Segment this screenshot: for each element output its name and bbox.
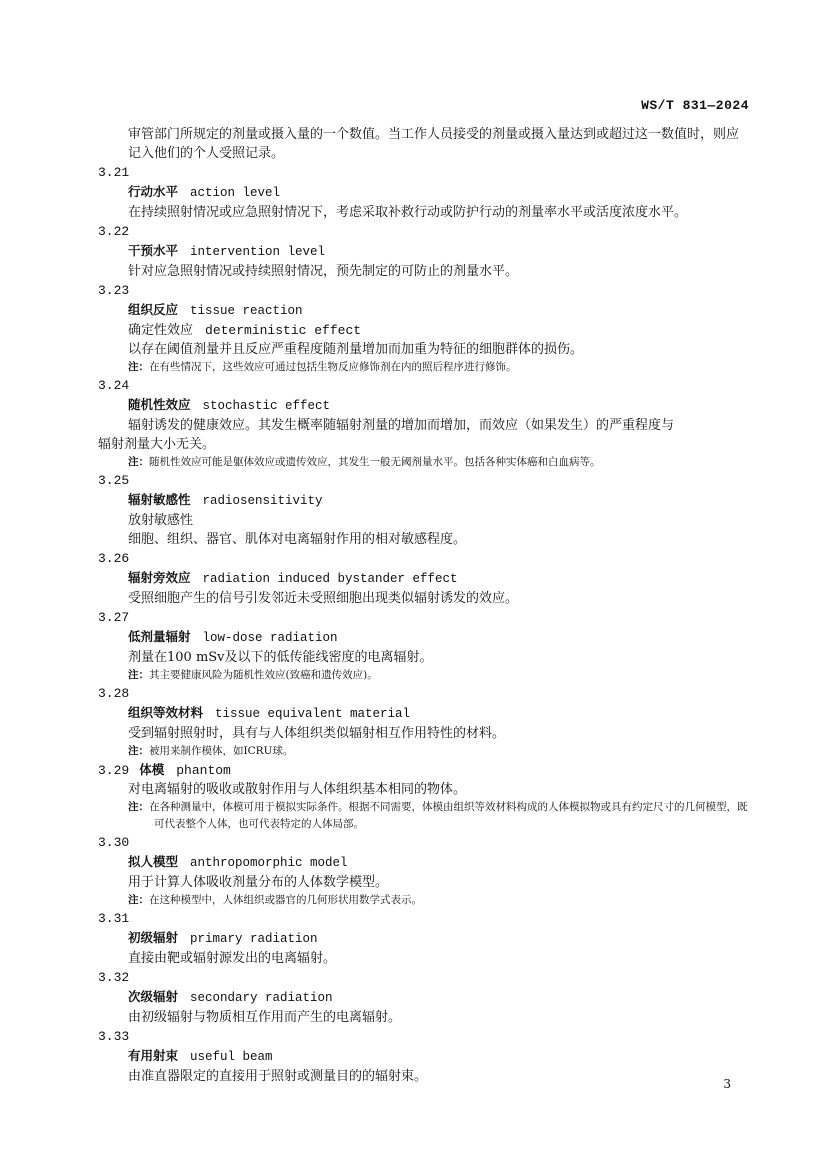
entry-number: 3.21 <box>98 165 130 180</box>
note-label: 注： <box>128 801 149 813</box>
entry-number: 3.33 <box>98 1029 130 1044</box>
definition: 对电离辐射的吸收或散射作用与人体组织基本相同的物体。 <box>128 782 467 797</box>
page-number: 3 <box>723 1077 731 1091</box>
term-en: anthropomorphic model <box>190 856 348 870</box>
definition: 用于计算人体吸收剂量分布的人体数学模型。 <box>128 875 389 890</box>
document-code: WS/T 831—2024 <box>641 98 749 113</box>
definition: 直接由靶或辐射源发出的电离辐射。 <box>128 951 337 966</box>
term-heading <box>98 987 750 1008</box>
synonym-en: deterministic effect <box>205 323 362 338</box>
term-heading <box>98 928 750 949</box>
term-en: low-dose radiation <box>202 631 338 645</box>
note-label: 注： <box>128 669 149 681</box>
note-label: 注： <box>128 361 149 373</box>
term-en: radiosensitivity <box>202 494 323 508</box>
note-text: 被用来制作模体，如ICRU球。 <box>149 745 294 757</box>
term-en: tissue equivalent material <box>215 707 411 721</box>
note-label: 注： <box>128 745 149 757</box>
note-text: 随机性效应可能是躯体效应或遗传效应，其发生一般无阈剂量水平。包括各种实体癌和白血病等。 <box>149 456 601 468</box>
term-en: action level <box>190 186 281 200</box>
definition: 剂量在100 mSv及以下的低传能线密度的电离辐射。 <box>128 650 433 665</box>
term-zh: 组织等效材料 <box>128 705 204 720</box>
term-heading <box>98 568 750 589</box>
note <box>98 359 750 376</box>
entry-number: 3.22 <box>98 224 130 239</box>
term-heading <box>98 490 750 511</box>
term-heading <box>98 241 750 262</box>
intro-paragraph: 审管部门所规定的剂量或摄入量的一个数值。当工作人员接受的剂量或摄入量达到或超过这一数值时，则应记入他们的个人受照记录。 <box>128 127 740 161</box>
term-zh: 辐射敏感性 <box>128 492 191 507</box>
term-heading <box>98 300 750 321</box>
term-en: tissue reaction <box>190 304 303 318</box>
definition: 由初级辐射与物质相互作用而产生的电离辐射。 <box>128 1010 402 1025</box>
term-zh: 体模 <box>139 762 165 777</box>
synonym: 放射敏感性 <box>128 513 194 528</box>
term-zh: 初级辐射 <box>128 930 179 945</box>
note-text: 在有些情况下，这些效应可通过包括生物反应修饰剂在内的照后程序进行修饰。 <box>149 361 517 373</box>
synonym <box>98 321 750 340</box>
definition: 以存在阈值剂量并且反应严重程度随剂量增加而加重为特征的细胞群体的损伤。 <box>128 342 584 357</box>
entry-number: 3.26 <box>98 551 130 566</box>
note-text: 其主要健康风险为随机性效应(致癌和遗传效应)。 <box>149 669 378 681</box>
entry-number: 3.27 <box>98 610 130 625</box>
term-heading <box>98 182 750 203</box>
note <box>98 454 750 471</box>
term-zh: 有用射束 <box>128 1048 179 1063</box>
definition: 由准直器限定的直接用于照射或测量目的的辐射束。 <box>128 1069 428 1084</box>
definition: 针对应急照射情况或持续照射情况，预先制定的可防止的剂量水平。 <box>128 264 519 279</box>
entry-number: 3.25 <box>98 473 130 488</box>
term-zh: 随机性效应 <box>128 397 191 412</box>
entry-number: 3.32 <box>98 970 130 985</box>
term-heading-inline <box>98 760 750 780</box>
term-heading <box>98 852 750 873</box>
note-label: 注： <box>128 456 149 468</box>
note <box>98 799 750 833</box>
term-heading <box>98 395 750 416</box>
note-text: 在各种测量中，体模可用于模拟实际条件。根据不同需要，体模由组织等效材料构成的人体模拟物或具有约定尺寸的几何模型，既可代表整个人体，也可代表特定的人体局部。 <box>149 801 748 830</box>
definition: 受照细胞产生的信号引发邻近未受照细胞出现类似辐射诱发的效应。 <box>128 591 519 606</box>
note <box>98 892 750 909</box>
term-en: radiation induced bystander effect <box>202 572 458 586</box>
synonym-zh: 确定性效应 <box>128 323 194 338</box>
entry-number: 3.31 <box>98 911 130 926</box>
term-heading <box>98 627 750 648</box>
term-heading <box>98 703 750 724</box>
entry-number: 3.29 <box>98 763 130 778</box>
entry-number: 3.24 <box>98 378 130 393</box>
definition: 在持续照射情况或应急照射情况下，考虑采取补救行动或防护行动的剂量率水平或活度浓度水平。 <box>128 205 688 220</box>
term-heading <box>98 1046 750 1067</box>
term-en: phantom <box>176 763 231 778</box>
entry-number: 3.28 <box>98 686 130 701</box>
term-en: stochastic effect <box>202 399 331 413</box>
term-zh: 行动水平 <box>128 184 179 199</box>
term-en: intervention level <box>190 245 326 259</box>
term-zh: 干预水平 <box>128 243 179 258</box>
entry-number: 3.30 <box>98 835 130 850</box>
term-zh: 拟人模型 <box>128 854 179 869</box>
term-zh: 低剂量辐射 <box>128 629 191 644</box>
term-en: secondary radiation <box>190 991 333 1005</box>
note-label: 注： <box>128 894 149 906</box>
term-en: primary radiation <box>190 932 318 946</box>
note-text: 在这种模型中，人体组织或器官的几何形状用数学式表示。 <box>149 894 422 906</box>
definition: 受到辐射照射时，具有与人体组织类似辐射相互作用特性的材料。 <box>128 726 506 741</box>
term-zh: 组织反应 <box>128 302 179 317</box>
term-zh: 次级辐射 <box>128 989 179 1004</box>
note <box>98 743 750 760</box>
term-en: useful beam <box>190 1050 273 1064</box>
entry-number: 3.23 <box>98 283 130 298</box>
term-zh: 辐射旁效应 <box>128 570 191 585</box>
definition-cont: 辐射剂量大小无关。 <box>98 437 216 452</box>
definition: 细胞、组织、器官、肌体对电离辐射作用的相对敏感程度。 <box>128 532 467 547</box>
definition: 辐射诱发的健康效应。其发生概率随辐射剂量的增加而增加，而效应（如果发生）的严重程度与 <box>128 418 675 433</box>
note <box>98 667 750 684</box>
document-body <box>98 125 750 1086</box>
